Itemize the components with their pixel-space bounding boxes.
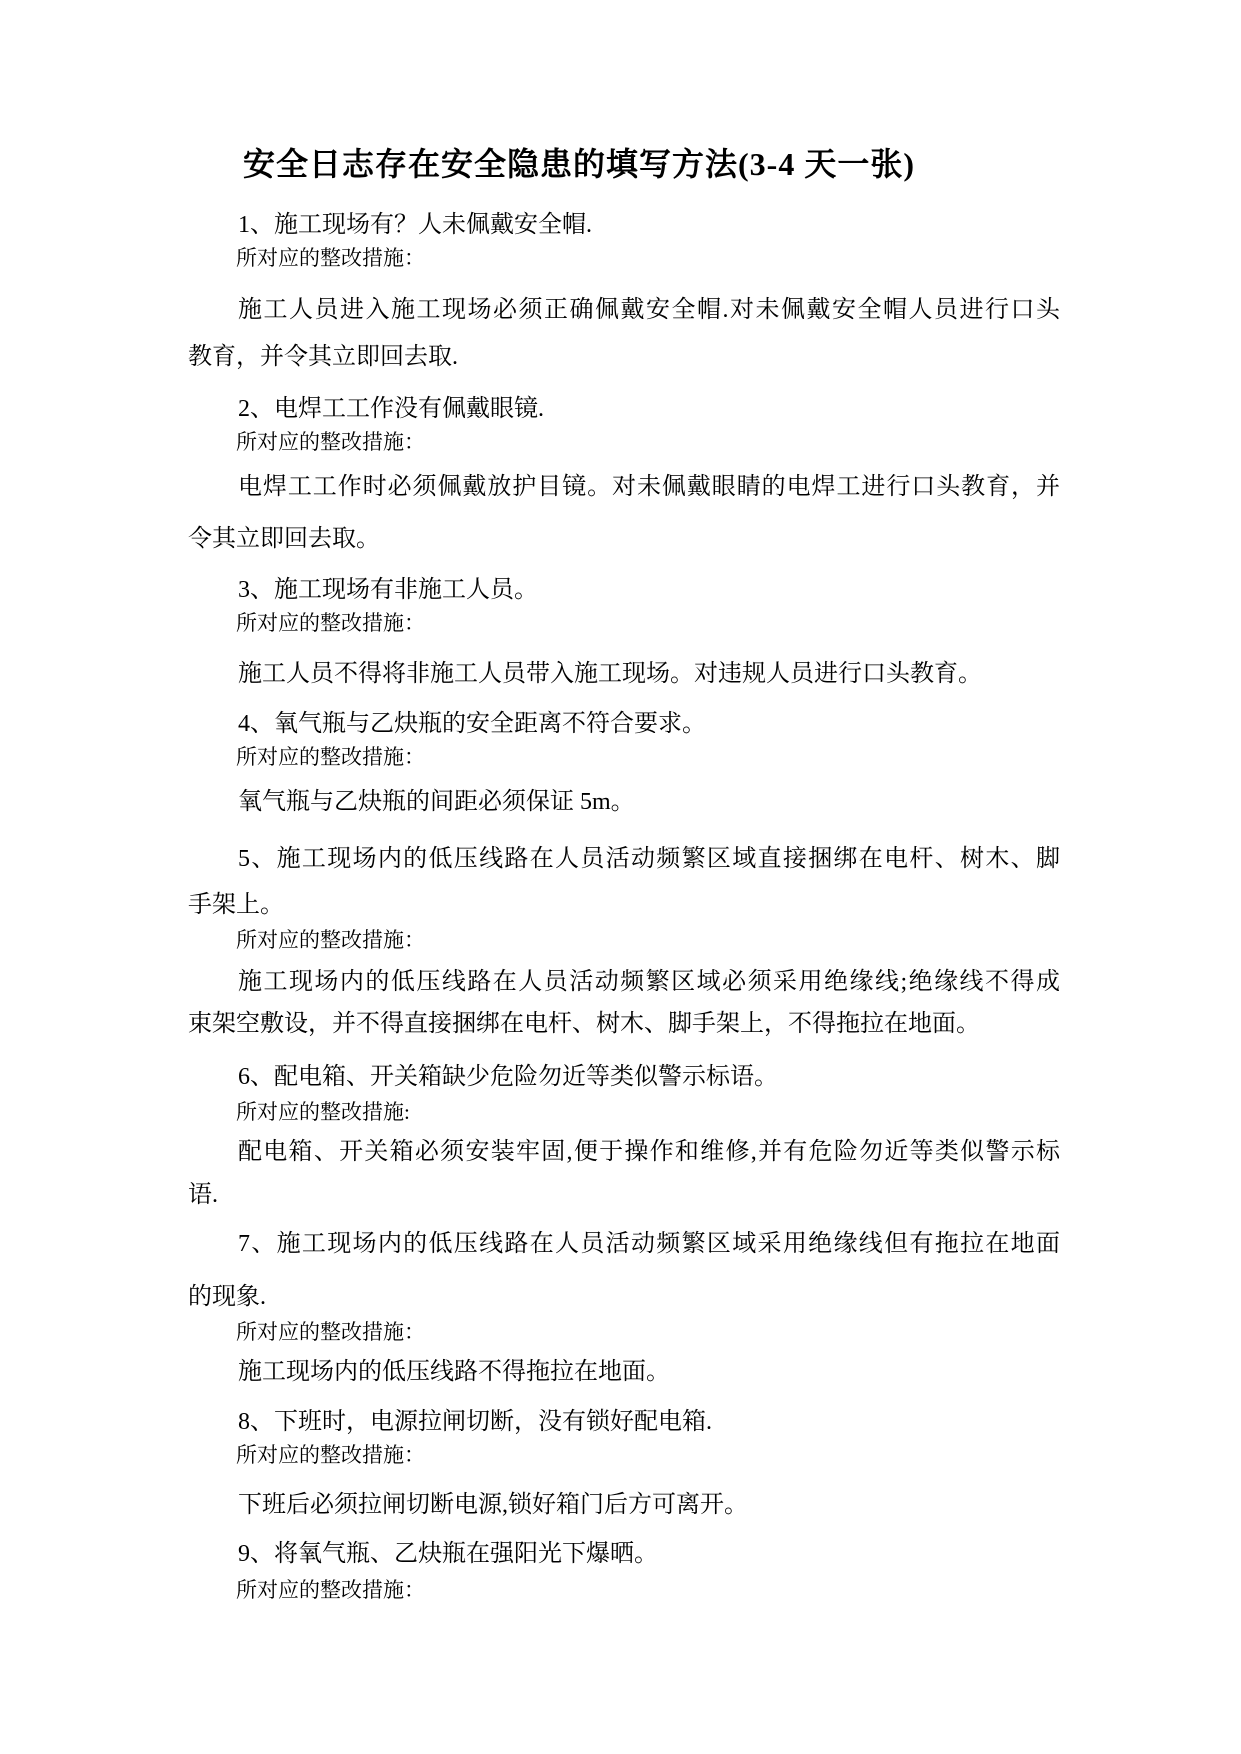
document-title: 安全日志存在安全隐患的填写方法(3-4 天一张) — [243, 146, 915, 182]
item-1-measure-label: 所对应的整改措施： — [236, 246, 425, 270]
item-4-problem-line: 4、氧气瓶与乙炔瓶的安全距离不符合要求。 — [238, 711, 706, 737]
item-7-measure-label: 所对应的整改措施： — [236, 1320, 425, 1344]
item-4-measure-text-line: 氧气瓶与乙炔瓶的间距必须保证 5m。 — [238, 789, 635, 815]
item-5-problem-line: 5、施工现场内的低压线路在人员活动频繁区域直接捆绑在电杆、树木、脚 — [238, 846, 1060, 872]
item-7-problem-line: 7、施工现场内的低压线路在人员活动频繁区域采用绝缘线但有拖拉在地面 — [238, 1231, 1060, 1257]
item-3-measure-label: 所对应的整改措施： — [236, 611, 425, 635]
item-2-measure-text-line: 令其立即回去取。 — [188, 526, 380, 552]
item-8-measure-text-line: 下班后必须拉闸切断电源,锁好箱门后方可离开。 — [238, 1492, 748, 1518]
item-6-problem-line: 6、配电箱、开关箱缺少危险勿近等类似警示标语。 — [238, 1064, 778, 1090]
item-7-measure-text-line: 施工现场内的低压线路不得拖拉在地面。 — [238, 1359, 670, 1385]
item-8-problem-line: 8、下班时，电源拉闸切断，没有锁好配电箱. — [238, 1409, 712, 1435]
item-9-problem-line: 9、将氧气瓶、乙炔瓶在强阳光下爆晒。 — [238, 1541, 658, 1567]
item-8-measure-label: 所对应的整改措施： — [236, 1443, 425, 1467]
item-2-measure-label: 所对应的整改措施： — [236, 430, 425, 454]
item-1-problem-line: 1、施工现场有？人未佩戴安全帽. — [238, 212, 592, 238]
item-2-measure-text-line: 电焊工工作时必须佩戴放护目镜。对未佩戴眼睛的电焊工进行口头教育，并 — [238, 474, 1060, 500]
item-5-measure-text-line: 施工现场内的低压线路在人员活动频繁区域必须采用绝缘线;绝缘线不得成 — [238, 969, 1060, 995]
item-5-measure-text-line: 束架空敷设，并不得直接捆绑在电杆、树木、脚手架上，不得拖拉在地面。 — [188, 1011, 980, 1037]
item-3-problem-line: 3、施工现场有非施工人员。 — [238, 577, 538, 603]
item-3-measure-text-line: 施工人员不得将非施工人员带入施工现场。对违规人员进行口头教育。 — [238, 661, 982, 687]
item-1-measure-text-line: 教育，并令其立即回去取. — [188, 344, 458, 370]
item-6-measure-text-line: 语. — [188, 1182, 218, 1208]
item-6-measure-text-line: 配电箱、开关箱必须安装牢固,便于操作和维修,并有危险勿近等类似警示标 — [238, 1139, 1060, 1165]
item-2-problem-line: 2、电焊工工作没有佩戴眼镜. — [238, 396, 544, 422]
item-7-problem-line: 的现象. — [188, 1284, 266, 1310]
item-6-measure-label: 所对应的整改措施: — [236, 1100, 410, 1124]
item-5-measure-label: 所对应的整改措施： — [236, 928, 425, 952]
item-5-problem-line: 手架上。 — [188, 892, 284, 918]
item-1-measure-text-line: 施工人员进入施工现场必须正确佩戴安全帽.对未佩戴安全帽人员进行口头 — [238, 297, 1060, 323]
item-9-measure-label: 所对应的整改措施： — [236, 1578, 425, 1602]
item-4-measure-label: 所对应的整改措施： — [236, 745, 425, 769]
